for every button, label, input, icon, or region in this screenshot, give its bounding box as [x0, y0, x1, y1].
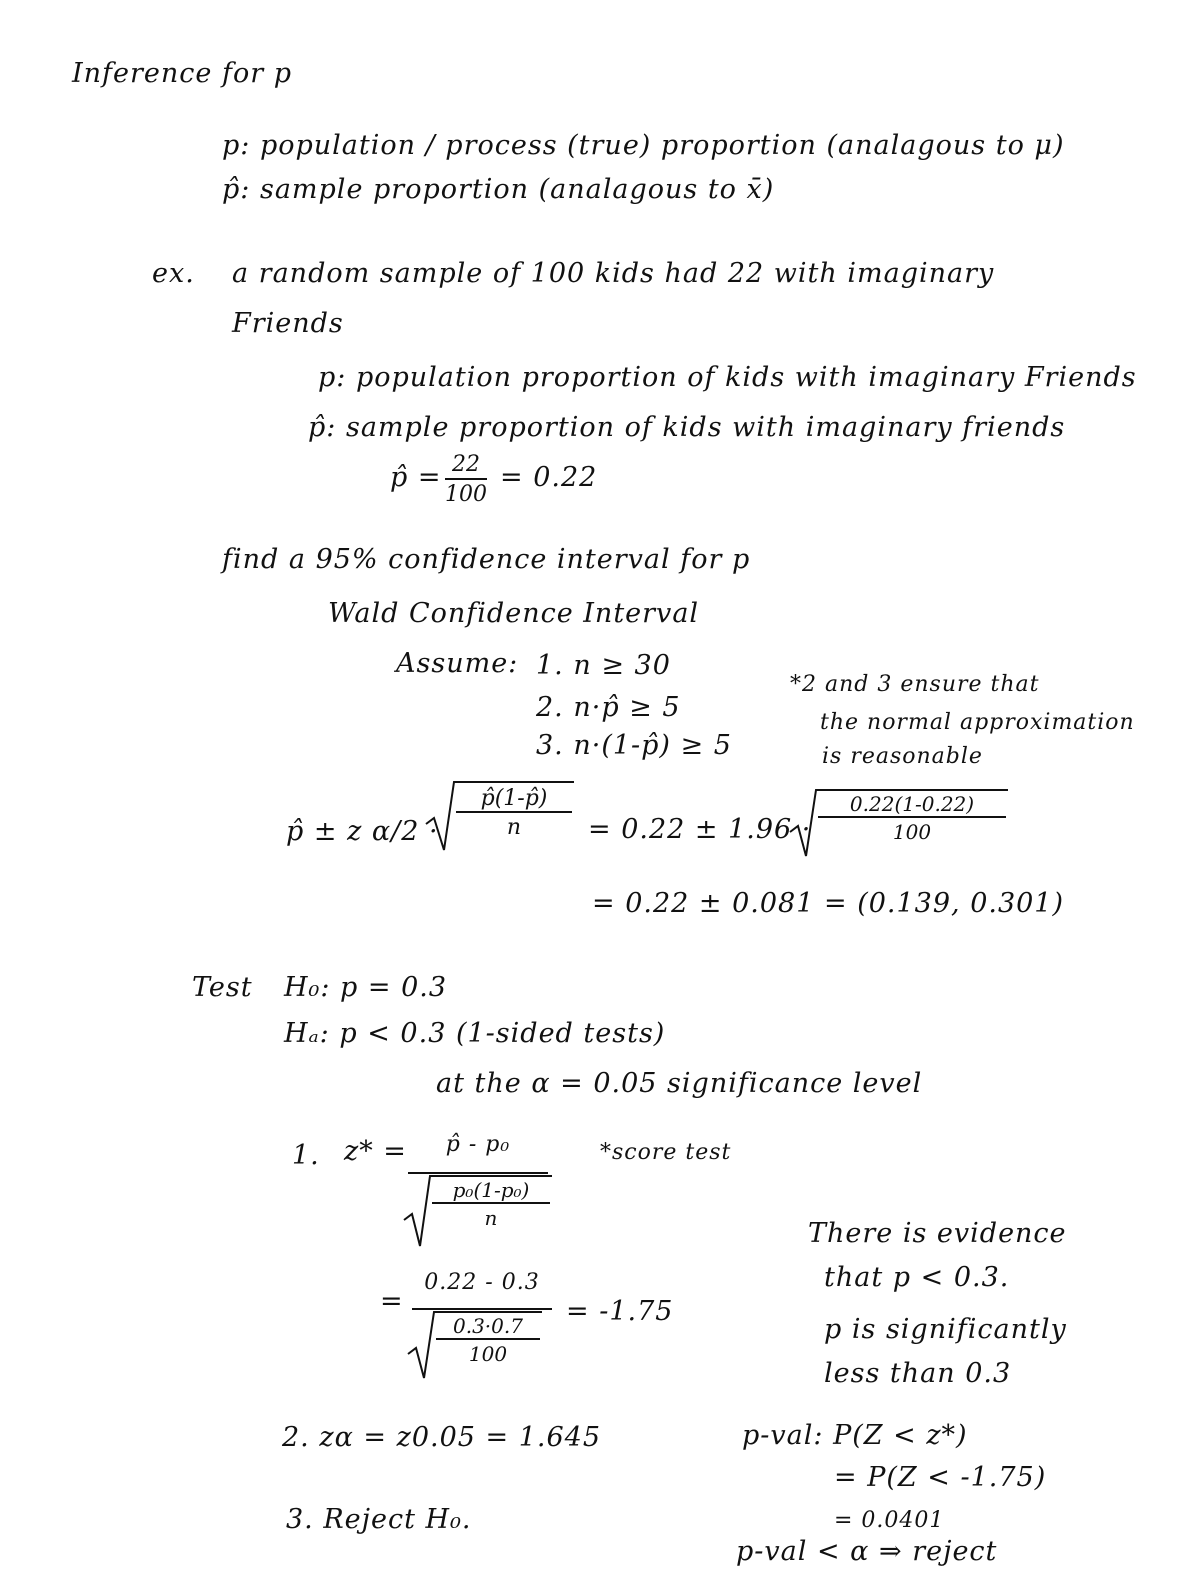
step-1-sqrt-numerator: p₀(1-p₀)	[432, 1178, 550, 1204]
step-1-sqrt-2	[408, 1310, 548, 1380]
ci-heading: find a 95% confidence interval for p	[222, 544, 751, 575]
null-hypothesis: H₀: p = 0.3	[284, 972, 448, 1003]
example-phat-definition: p̂: sample proportion of kids with imaginary friends	[308, 412, 1066, 443]
test-label: Test	[192, 972, 253, 1003]
ci-note-line-3: is reasonable	[822, 744, 983, 769]
step-1-sqrt-numerator-2: 0.3·0.7	[436, 1314, 540, 1340]
step-1-lhs: z* =	[344, 1136, 407, 1167]
example-line-1: a random sample of 100 kids had 22 with imaginary	[232, 258, 995, 289]
ci-formula-mid: = 0.22 ± 1.96 ·	[588, 814, 812, 845]
definition-phat: p̂: sample proportion (analagous to x̄)	[222, 174, 775, 205]
ci-method: Wald Confidence Interval	[328, 598, 700, 629]
example-label: ex.	[152, 258, 195, 289]
step-1-equals: =	[380, 1286, 404, 1317]
example-p-definition: p: population proportion of kids with imaginary Friends	[318, 362, 1137, 393]
alpha-line: at the α = 0.05 significance level	[436, 1068, 923, 1099]
pval-line-3: = 0.0401	[834, 1508, 945, 1533]
step-1-fraction-2	[412, 1270, 552, 1295]
ci-formula-lhs: p̂ ± z α/2 ·	[286, 816, 439, 847]
ci-note-line-1: *2 and 3 ensure that	[790, 672, 1040, 697]
ci-result: = 0.22 ± 0.081 = (0.139, 0.301)	[592, 888, 1065, 919]
evidence-line-2: that p < 0.3.	[824, 1262, 1010, 1293]
pval-line-1: p-val: P(Z < z*)	[742, 1420, 968, 1451]
phat-rhs: = 0.22	[500, 462, 598, 493]
ci-sqrt-2	[790, 788, 1010, 860]
example-line-2: Friends	[232, 308, 344, 339]
step-2: 2. zα = z0.05 = 1.645	[282, 1422, 602, 1453]
evidence-line-4: less than 0.3	[824, 1358, 1012, 1389]
step-1-sqrt-denominator-2: 100	[468, 1342, 508, 1366]
step-1-sqrt	[404, 1174, 554, 1248]
ci-formula-denominator-2: 100	[892, 820, 932, 844]
step-1-sqrt-denominator: n	[484, 1206, 498, 1230]
phat-lhs: p̂ =	[390, 462, 442, 493]
step-1-result: = -1.75	[566, 1296, 674, 1327]
page-title: Inference for p	[72, 58, 293, 89]
pval-line-2: = P(Z < -1.75)	[834, 1462, 1047, 1493]
ci-sqrt-1	[426, 780, 576, 854]
step-1-label: 1.	[292, 1140, 320, 1171]
assumption-2: 2. n·p̂ ≥ 5	[536, 692, 681, 723]
ci-formula-numerator: p̂(1-p̂)	[456, 786, 572, 813]
pval-line-4: p-val < α ⇒ reject	[736, 1536, 998, 1567]
evidence-line-1: There is evidence	[808, 1218, 1067, 1249]
step-1-note: *score test	[600, 1140, 732, 1165]
definition-p: p: population / process (true) proportion (analagous to μ)	[222, 130, 1065, 161]
phat-fraction	[445, 452, 487, 507]
ci-formula-numerator-2: 0.22(1-0.22)	[818, 792, 1006, 818]
step-1-fraction	[408, 1132, 548, 1157]
alternative-hypothesis: Hₐ: p < 0.3 (1-sided tests)	[284, 1018, 666, 1049]
phat-denominator: 100	[445, 482, 487, 507]
step-3: 3. Reject H₀.	[286, 1504, 472, 1535]
phat-numerator: 22	[445, 452, 487, 480]
ci-note-line-2: the normal approximation	[820, 710, 1135, 735]
ci-formula-denominator: n	[506, 815, 522, 840]
evidence-line-3: p is significantly	[824, 1314, 1067, 1345]
step-1-numerator-2: 0.22 - 0.3	[424, 1270, 540, 1295]
assume-label: Assume:	[396, 648, 519, 679]
assumption-3: 3. n·(1-p̂) ≥ 5	[536, 730, 732, 761]
step-1-numerator: p̂ - p₀	[445, 1132, 511, 1157]
assumption-1: 1. n ≥ 30	[536, 650, 671, 681]
